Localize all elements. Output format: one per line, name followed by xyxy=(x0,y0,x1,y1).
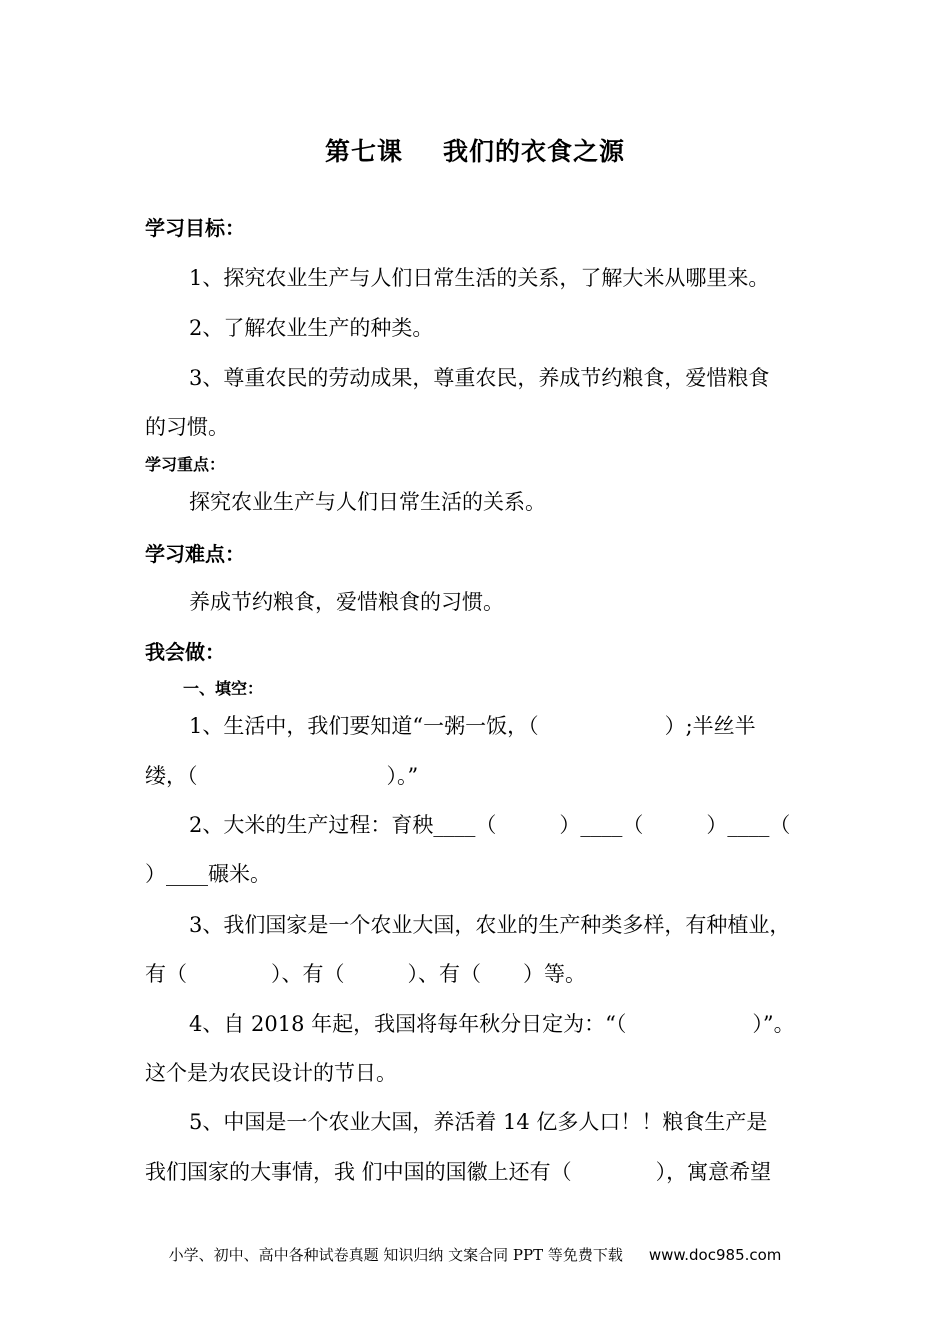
lesson-name: 我们的衣食之源 xyxy=(443,137,626,166)
lesson-number: 第七课 xyxy=(324,137,403,166)
page-footer xyxy=(0,1244,950,1265)
objective-item-1: 1、探究农业生产与人们日常生活的关系，了解大米从哪里来。 xyxy=(189,266,770,290)
question-1-line-2: 缕，（ ）。” xyxy=(145,764,419,788)
key-point-text: 探究农业生产与人们日常生活的关系。 xyxy=(189,490,546,514)
question-3-line-1: 3、我们国家是一个农业大国，农业的生产种类多样，有种植业， xyxy=(189,913,791,937)
key-point-heading: 学习重点： xyxy=(145,455,226,474)
question-2-line-2: ）____碾米。 xyxy=(145,862,271,886)
objectives-heading: 学习目标： xyxy=(145,216,245,240)
difficulty-heading: 学习难点： xyxy=(145,542,245,566)
page-title xyxy=(0,132,950,168)
question-5-line-2: 我们国家的大事情，我 们中国的国徽上还有（ ），寓意希望 xyxy=(145,1160,772,1184)
footer-text: 小学、初中、高中各种试卷真题 知识归纳 文案合同 PPT 等免费下载 xyxy=(168,1246,623,1264)
footer-site-link[interactable]: www.doc985.com xyxy=(648,1246,782,1264)
objective-item-3-continued: 的习惯。 xyxy=(145,415,229,439)
objective-item-3: 3、尊重农民的劳动成果，尊重农民，养成节约粮食，爱惜粮食 xyxy=(189,366,770,390)
question-2-line-1: 2、大米的生产过程：育秧____（ ）____（ ）____（ xyxy=(189,813,791,837)
question-4-line-1: 4、自 2018 年起，我国将每年秋分日定为：“（ ）”。 xyxy=(189,1012,795,1036)
question-1-line-1: 1、生活中，我们要知道“一粥一饭，（ ）;半丝半 xyxy=(189,714,756,738)
difficulty-text: 养成节约粮食，爱惜粮食的习惯。 xyxy=(189,590,504,614)
question-5-line-1: 5、中国是一个农业大国，养活着 14 亿多人口！！粮食生产是 xyxy=(189,1110,768,1134)
exercise-heading: 我会做： xyxy=(145,640,225,664)
question-3-line-2: 有（ ）、有（ ）、有（ ）等。 xyxy=(145,962,586,986)
question-4-line-2: 这个是为农民设计的节日。 xyxy=(145,1061,397,1085)
fill-blank-section: 一、填空： xyxy=(183,679,264,698)
objective-item-2: 2、了解农业生产的种类。 xyxy=(189,316,434,340)
